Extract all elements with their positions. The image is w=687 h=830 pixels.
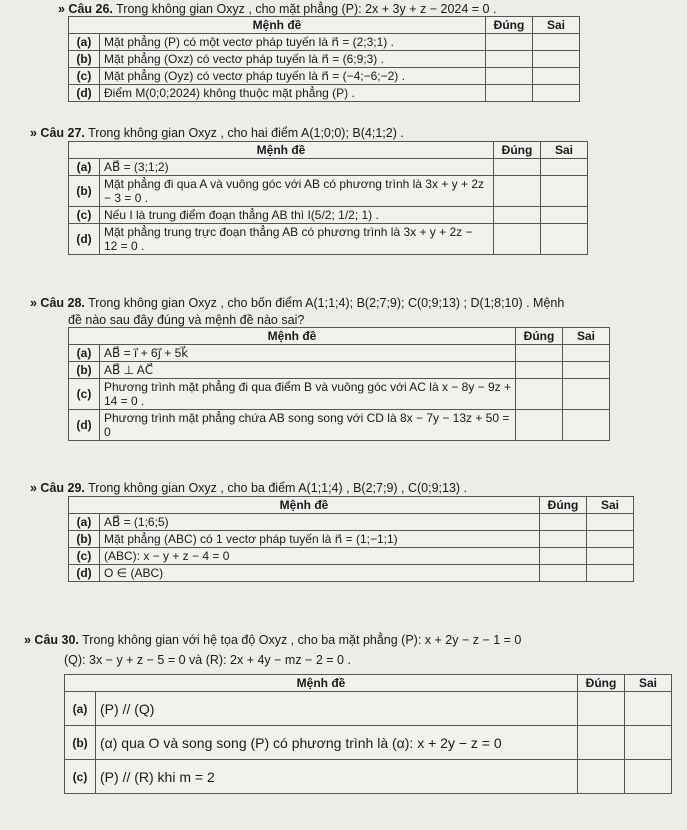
q29-prompt: Trong không gian Oxyz , cho ba điểm A(1;1;4) , B(2;7;9) , C(0;9;13) .: [88, 481, 468, 495]
false-cell[interactable]: [533, 34, 580, 51]
row-label: (b): [69, 362, 100, 379]
row-statement: (P) // (Q): [96, 692, 578, 726]
row-label: (a): [69, 34, 100, 51]
row-statement: Mặt phẳng (Oxz) có vectơ pháp tuyến là n⃗ = (6;9;3) .: [100, 51, 486, 68]
true-cell[interactable]: [486, 34, 533, 51]
q30-table: [64, 674, 672, 794]
true-cell[interactable]: [578, 726, 625, 760]
row-label: (c): [69, 207, 100, 224]
table-row: [65, 726, 672, 760]
q30-prompt-continued: (Q): 3x − y + z − 5 = 0 và (R): 2x + 4y − mz − 2 = 0 .: [64, 653, 351, 667]
row-statement: Mặt phẳng đi qua A và vuông góc với AB có phương trình là 3x + y + 2z − 3 = 0 .: [100, 176, 494, 207]
false-cell[interactable]: [563, 345, 610, 362]
q26-false-header: Sai: [533, 17, 580, 34]
false-cell[interactable]: [533, 85, 580, 102]
row-label: (a): [69, 159, 100, 176]
true-cell[interactable]: [540, 565, 587, 582]
true-cell[interactable]: [486, 85, 533, 102]
false-cell[interactable]: [533, 68, 580, 85]
q27-title: » Câu 27.: [30, 126, 85, 140]
false-cell[interactable]: [541, 159, 588, 176]
table-row: [69, 207, 588, 224]
q28-true-header: Đúng: [516, 328, 563, 345]
row-statement: AB⃗ = i⃗ + 6j⃗ + 5k⃗: [100, 345, 516, 362]
false-cell[interactable]: [625, 692, 672, 726]
row-statement: Nếu I là trung điểm đoạn thẳng AB thì I(5/2; 1/2; 1) .: [100, 207, 494, 224]
row-label: (a): [69, 345, 100, 362]
q29-heading: [30, 481, 467, 496]
q28-table: [68, 327, 610, 441]
true-cell[interactable]: [516, 379, 563, 410]
true-cell[interactable]: [578, 692, 625, 726]
q28-prompt-continued: đề nào sau đây đúng và mệnh đề nào sai?: [68, 313, 305, 327]
row-statement: AB⃗ ⊥ AC⃗: [100, 362, 516, 379]
false-cell[interactable]: [587, 531, 634, 548]
q28-heading: [30, 296, 564, 311]
true-cell[interactable]: [516, 345, 563, 362]
false-cell[interactable]: [533, 51, 580, 68]
table-row: [65, 692, 672, 726]
table-row: [69, 224, 588, 255]
row-label: (c): [69, 548, 100, 565]
q29-title: » Câu 29.: [30, 481, 85, 495]
row-statement: AB⃗ = (1;6;5): [100, 514, 540, 531]
q27-prompt: Trong không gian Oxyz , cho hai điểm A(1;0;0); B(4;1;2) .: [88, 126, 404, 140]
q26-prompt: Trong không gian Oxyz , cho mặt phẳng (P): 2x + 3y + z − 2024 = 0 .: [116, 2, 497, 16]
q30-true-header: Đúng: [578, 675, 625, 692]
q27-false-header: Sai: [541, 142, 588, 159]
q26-title: » Câu 26.: [58, 2, 113, 16]
q28-prompt: Trong không gian Oxyz , cho bốn điểm A(1;1;4); B(2;7;9); C(0;9;13) ; D(1;8;10) . Mệnh: [88, 296, 565, 310]
true-cell[interactable]: [494, 159, 541, 176]
true-cell[interactable]: [540, 531, 587, 548]
row-statement: Mặt phẳng (Oyz) có vectơ pháp tuyến là n⃗ = (−4;−6;−2) .: [100, 68, 486, 85]
row-statement: Mặt phẳng (P) có một vectơ pháp tuyến là n⃗ = (2;3;1) .: [100, 34, 486, 51]
row-statement: (α) qua O và song song (P) có phương trình là (α): x + 2y − z = 0: [96, 726, 578, 760]
false-cell[interactable]: [541, 176, 588, 207]
true-cell[interactable]: [540, 548, 587, 565]
true-cell[interactable]: [486, 68, 533, 85]
true-cell[interactable]: [494, 176, 541, 207]
false-cell[interactable]: [587, 514, 634, 531]
row-statement: Điểm M(0;0;2024) không thuộc mặt phẳng (P) .: [100, 85, 486, 102]
q26-table: [68, 16, 580, 102]
q29-true-header: Đúng: [540, 497, 587, 514]
table-row: [69, 68, 580, 85]
table-row: [69, 51, 580, 68]
table-row: [69, 176, 588, 207]
table-row: [69, 34, 580, 51]
true-cell[interactable]: [486, 51, 533, 68]
row-label: (d): [69, 224, 100, 255]
false-cell[interactable]: [541, 224, 588, 255]
q30-heading: [24, 633, 521, 648]
table-row: [69, 531, 634, 548]
q30-prompt: Trong không gian với hệ tọa độ Oxyz , cho ba mặt phẳng (P): x + 2y − z − 1 = 0: [82, 633, 522, 647]
row-label: (a): [69, 514, 100, 531]
row-label: (c): [69, 379, 100, 410]
false-cell[interactable]: [587, 548, 634, 565]
row-label: (d): [69, 410, 100, 441]
true-cell[interactable]: [578, 760, 625, 794]
table-row: [69, 548, 634, 565]
q29-table: [68, 496, 634, 582]
q27-true-header: Đúng: [494, 142, 541, 159]
q30-false-header: Sai: [625, 675, 672, 692]
row-label: (c): [65, 760, 96, 794]
table-row: [65, 760, 672, 794]
row-statement: Mặt phẳng (ABC) có 1 vectơ pháp tuyến là n⃗ = (1;−1;1): [100, 531, 540, 548]
true-cell[interactable]: [494, 224, 541, 255]
q27-heading: [30, 126, 404, 141]
false-cell[interactable]: [563, 410, 610, 441]
row-label: (d): [69, 565, 100, 582]
q29-false-header: Sai: [587, 497, 634, 514]
row-label: (b): [69, 176, 100, 207]
q26-statement-header: Mệnh đề: [69, 17, 486, 34]
row-label: (b): [65, 726, 96, 760]
row-label: (b): [69, 51, 100, 68]
q27-table: [68, 141, 588, 255]
table-row: [69, 345, 610, 362]
table-row: [69, 159, 588, 176]
row-statement: (P) // (R) khi m = 2: [96, 760, 578, 794]
q26-true-header: Đúng: [486, 17, 533, 34]
false-cell[interactable]: [563, 379, 610, 410]
row-statement: Mặt phẳng trung trực đoạn thẳng AB có phương trình là 3x + y + 2z − 12 = 0 .: [100, 224, 494, 255]
true-cell[interactable]: [516, 410, 563, 441]
false-cell[interactable]: [625, 726, 672, 760]
table-row: [69, 379, 610, 410]
row-statement: Phương trình mặt phẳng đi qua điểm B và vuông góc với AC là x − 8y − 9z + 14 = 0 .: [100, 379, 516, 410]
true-cell[interactable]: [516, 362, 563, 379]
q28-statement-header: Mệnh đề: [69, 328, 516, 345]
row-statement: AB⃗ = (3;1;2): [100, 159, 494, 176]
table-row: [69, 514, 634, 531]
table-row: [69, 85, 580, 102]
q30-title: » Câu 30.: [24, 633, 79, 647]
true-cell[interactable]: [494, 207, 541, 224]
q28-false-header: Sai: [563, 328, 610, 345]
row-label: (b): [69, 531, 100, 548]
q29-statement-header: Mệnh đề: [69, 497, 540, 514]
true-cell[interactable]: [540, 514, 587, 531]
q27-statement-header: Mệnh đề: [69, 142, 494, 159]
row-statement: (ABC): x − y + z − 4 = 0: [100, 548, 540, 565]
row-label: (a): [65, 692, 96, 726]
false-cell[interactable]: [625, 760, 672, 794]
table-row: [69, 362, 610, 379]
row-statement: O ∈ (ABC): [100, 565, 540, 582]
q26-heading: [58, 2, 496, 17]
false-cell[interactable]: [563, 362, 610, 379]
false-cell[interactable]: [541, 207, 588, 224]
table-row: [69, 565, 634, 582]
row-label: (d): [69, 85, 100, 102]
q28-title: » Câu 28.: [30, 296, 85, 310]
row-statement: Phương trình mặt phẳng chứa AB song song với CD là 8x − 7y − 13z + 50 = 0: [100, 410, 516, 441]
q30-statement-header: Mệnh đề: [65, 675, 578, 692]
row-label: (c): [69, 68, 100, 85]
false-cell[interactable]: [587, 565, 634, 582]
table-row: [69, 410, 610, 441]
